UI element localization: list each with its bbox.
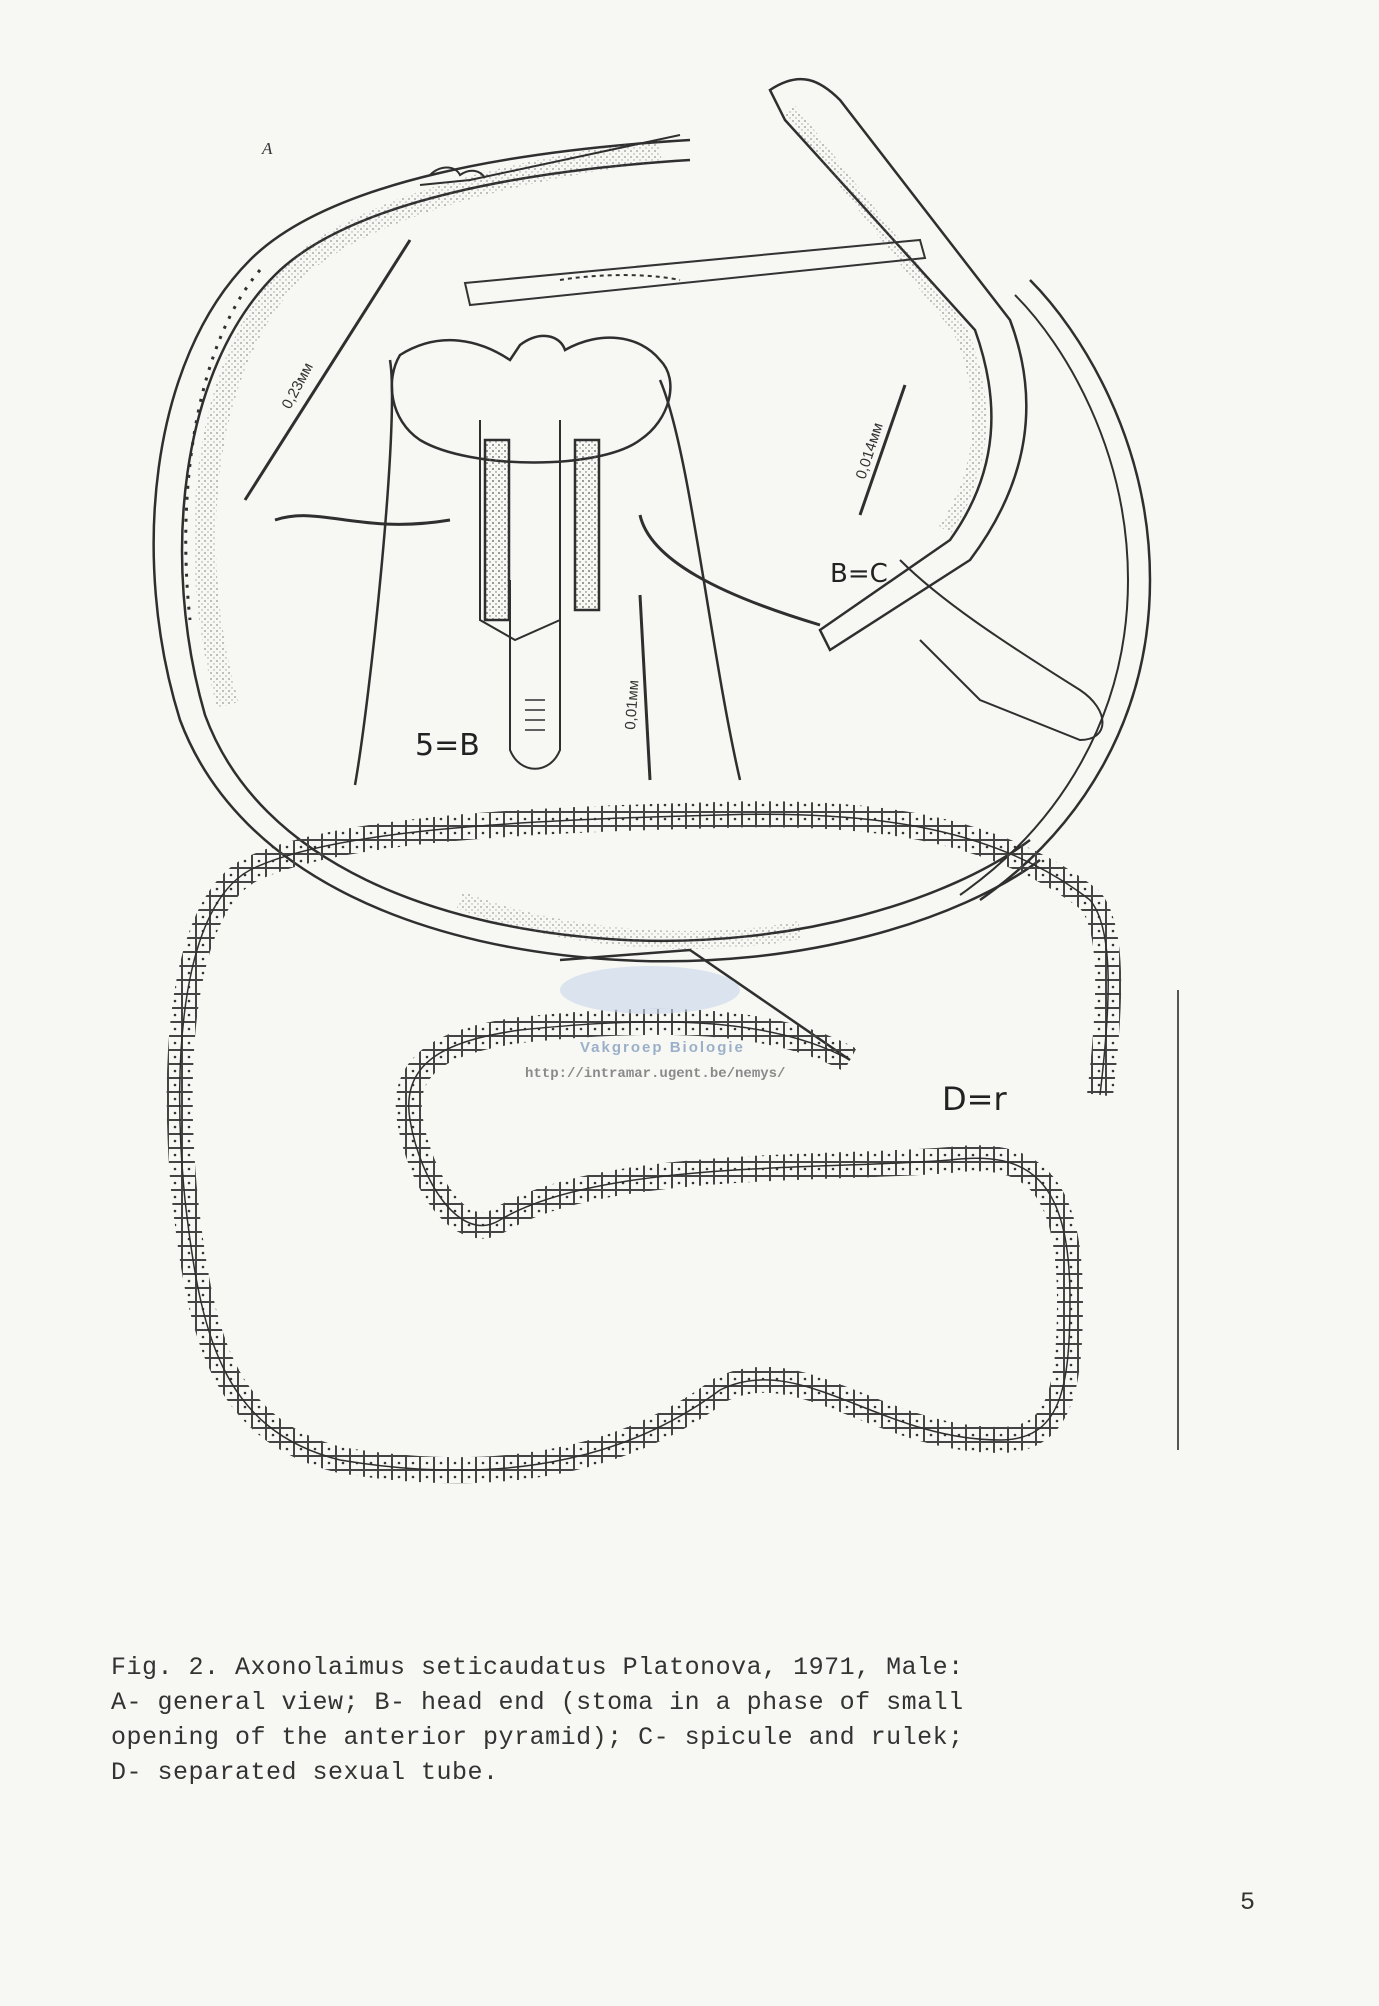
panel-label-c: B=C: [830, 559, 888, 589]
watermark-logo-icon: [560, 966, 740, 1014]
panel-b-head-end: [275, 336, 820, 785]
scale-bar-spicule: 0,014мм: [852, 420, 887, 482]
panel-label-d: D=r: [942, 1080, 1007, 1118]
panel-label-a: A: [262, 139, 273, 158]
panel-a-general-view: [154, 135, 1150, 1060]
watermark-url: http://intramar.ugent.be/nemys/: [525, 1066, 786, 1082]
panel-d-sexual-tube: [180, 814, 1109, 1470]
page-number: 5: [1239, 1888, 1255, 1917]
panel-label-b: 5=B: [415, 728, 480, 763]
scale-bar-head: 0,01мм: [622, 679, 643, 731]
scale-bar-general: 0,23мм: [278, 359, 317, 412]
figure-caption: Fig. 2. Axonolaimus seticaudatus Platonova, 1971, Male: A- general view; B- head end (stoma in a phase of small opening of the anterior pyramid); C- spicule and rulek; D- separated sexual tube.: [111, 1653, 964, 1787]
panel-a-inset-body: [465, 240, 925, 305]
panel-c-spicule: [770, 79, 1103, 740]
watermark-title: Vakgroep Biologie: [580, 1039, 745, 1056]
